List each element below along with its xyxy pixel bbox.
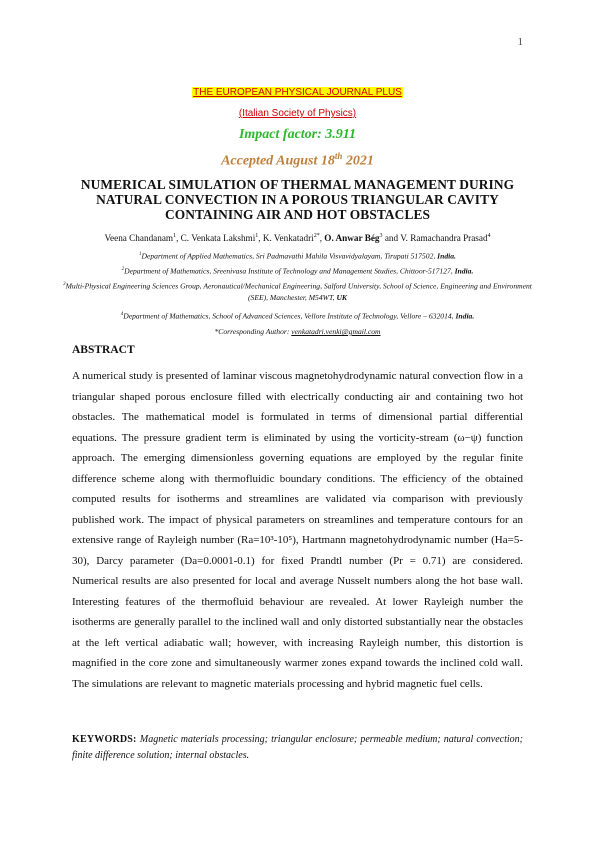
affiliation-country: UK (336, 292, 347, 302)
author-sup: 4 (487, 233, 491, 239)
affiliation-text: Department of Mathematics, School of Advanced Sciences, Vellore Institute of Technology, Vellore – 632014, (123, 311, 456, 321)
journal-name-text: THE EUROPEAN PHYSICAL JOURNAL PLUS (193, 87, 402, 98)
author-separator: , (319, 233, 325, 244)
corresponding-label: *Corresponding Author: (214, 327, 292, 336)
author: O. Anwar Bég (324, 233, 380, 244)
corresponding-email-link[interactable]: venkatadri.venki@gmail.com (291, 327, 381, 336)
affiliation-country: India. (437, 251, 456, 261)
affiliation-text: Multi-Physical Engineering Sciences Group, Aeronautical/Mechanical Engineering, Salford University, School of Science, Engineering and Environment (SEE), Manchester, M54WT, (65, 281, 532, 302)
affiliation-sup: 2 (121, 267, 125, 272)
affiliation-1 (60, 249, 535, 262)
accepted-date-sup: th (334, 151, 343, 161)
affiliation-country: India. (455, 311, 475, 321)
author-list (40, 230, 555, 244)
author: Veena Chandanam (104, 233, 174, 244)
author-sup: 1 (173, 233, 177, 239)
author-sup: 3 (379, 233, 383, 239)
abstract-paragraph: A numerical study is presented of laminar viscous magnetohydrodynamic natural convection flow in a triangular shaped porous enclosure filled with electrically conducting air and containing two hot obstacles. The mathematical model is formulated in terms of dimensional partial differential equations. The pressure gradient term is eliminated by using the vorticity-stream (ω−ψ) function approach. The emerging dimensionless governing equations are employed by the regular finite difference scheme along with thermofluidic boundary conditions. The efficiency of the obtained computed results for isotherms and streamlines are validated via comparison with previously published work. The impact of physical parameters on streamlines and temperature contours for an extensive range of Rayleigh number (Ra=10³-10⁵), Hartmann magnetohydrodynamic number (Ha=5-30), Darcy parameter (Da=0.0001-0.1) for fixed Prandtl number (Pr = 0.71) are considered. Numerical results are also presented for local and average Nusselt numbers along the hot base wall. Interesting features of the thermofluid behaviour are revealed. At lower Rayleigh number the isotherms are generally parallel to the inclined wall and only distorted substantially near the obstacles at the left vertical adiabatic wall; however, with increasing Rayleigh number, this distortion is magnified in the core zone and simultaneously warmer zones expand towards the inclined cold wall. The simulations are relevant to magnetic materials processing and hybrid magnetic fuel cells. (72, 370, 523, 690)
author: V. Ramachandra Prasad (400, 233, 488, 244)
corresponding-author (60, 326, 535, 337)
impact-factor: Impact factor: 3.911 (238, 127, 357, 142)
society-name: (Italian Society of Physics) (238, 108, 357, 119)
affiliation-4 (60, 309, 535, 322)
affiliation-2 (60, 264, 535, 277)
accepted-date-main: Accepted August 18 (221, 153, 335, 169)
affiliation-text: Department of Mathematics, Sreenivasa Institute of Technology and Management Studies, Chittoor-517127, (124, 266, 455, 276)
keywords-text: Magnetic materials processing; triangular enclosure; permeable medium; natural convection; finite difference solution; internal obstacles. (72, 734, 523, 761)
abstract-body (72, 366, 523, 694)
page-number: 1 (517, 36, 523, 48)
journal-name (0, 86, 595, 99)
affiliation-sup: 1 (139, 252, 142, 257)
affiliation-text: Department of Applied Mathematics, Sri Padmavathi Mahila Visvavidyalayam, Tirupati 517502, (141, 251, 438, 261)
author-sup: 2* (313, 233, 320, 239)
author: K. Venkatadri (262, 233, 314, 244)
affiliation-3 (60, 279, 535, 303)
affiliation-sup: 3 (63, 282, 66, 287)
author-separator: , (258, 233, 263, 244)
keywords-label: KEYWORDS: (72, 734, 140, 745)
keywords (72, 732, 523, 764)
affiliation-sup: 4 (120, 312, 124, 317)
accepted-date (0, 151, 595, 170)
accepted-date-year: 2021 (342, 153, 374, 169)
paper-title: NUMERICAL SIMULATION OF THERMAL MANAGEMENT DURING NATURAL CONVECTION IN A POROUS TRIANGULAR CAVITY CONTAINING AIR AND HOT OBSTACLES (80, 177, 515, 222)
author-separator: , (176, 233, 181, 244)
author-separator: and (382, 233, 401, 244)
author-sup: 1 (255, 233, 259, 239)
affiliation-country: India. (454, 266, 474, 276)
abstract-heading: ABSTRACT (72, 344, 135, 356)
author: C. Venkata Lakshmi (180, 233, 256, 244)
